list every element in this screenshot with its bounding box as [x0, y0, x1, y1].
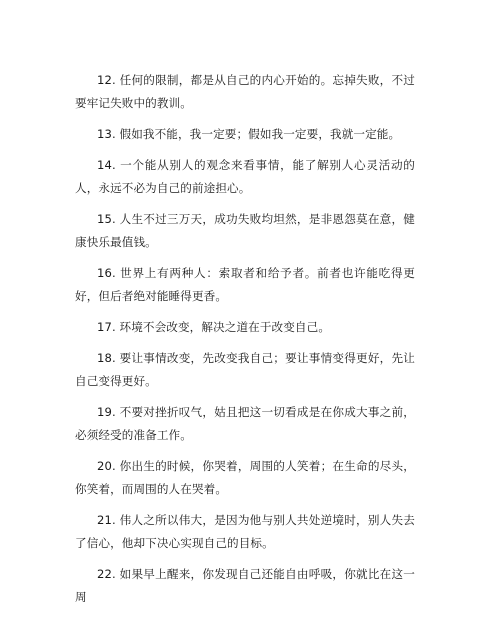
paragraph-17: 17. 环境不会改变，解决之道在于改变自己。 [97, 320, 331, 334]
paragraph-14: 14. 一个能从别人的观念来看事情，能了解别人心灵活动的人，永远不必为自己的前途担心。 [75, 158, 415, 195]
paragraph-15: 15. 人生不过三万天，成功失败均坦然，是非恩怨莫在意，健康快乐最值钱。 [75, 212, 415, 249]
paragraph-19: 19. 不要对挫折叹气，姑且把这一切看成是在你成大事之前，必须经受的准备工作。 [75, 405, 415, 442]
paragraph-12: 12. 任何的限制，都是从自己的内心开始的。忘掉失败，不过要牢记失败中的教训。 [75, 73, 415, 110]
paragraph-22: 22. 如果早上醒来，你发现自己还能自由呼吸，你就比在这一周 [75, 567, 415, 604]
document-body [75, 69, 415, 617]
paragraph-13: 13. 假如我不能，我一定要；假如我一定要，我就一定能。 [97, 127, 401, 141]
paragraph-20: 20. 你出生的时候，你哭着，周围的人笑着；在生命的尽头，你笑着，而周围的人在哭着。 [75, 459, 415, 496]
paragraph-18: 18. 要让事情改变，先改变我自己；要让事情变得更好，先让自己变得更好。 [75, 351, 415, 388]
paragraph-21: 21. 伟人之所以伟大，是因为他与别人共处逆境时，别人失去了信心，他却下决心实现自己的目标。 [75, 513, 415, 550]
paragraph-16: 16. 世界上有两种人：索取者和给予者。前者也许能吃得更好，但后者绝对能睡得更香。 [75, 266, 415, 303]
